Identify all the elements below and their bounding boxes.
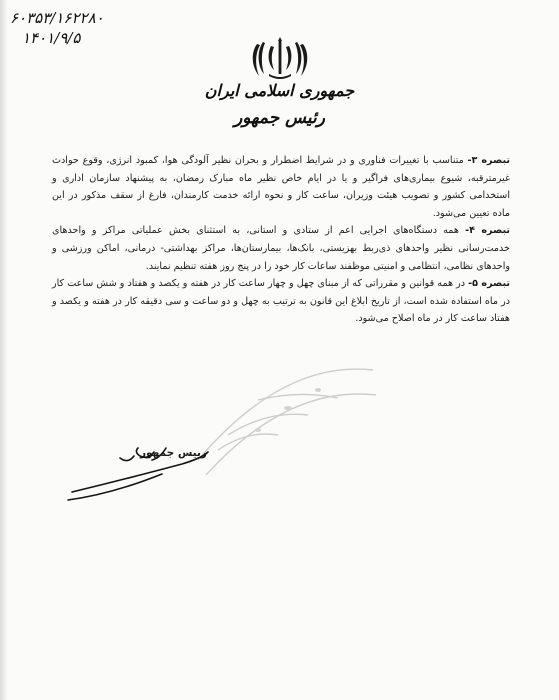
country-title: جمهوری اسلامی ایران (204, 81, 355, 100)
office-title: رئیس جمهور (234, 108, 325, 128)
clause-label: تبصره ۳- (467, 155, 510, 166)
reference-date: ۱۴۰۱/۹/۵ (22, 29, 81, 47)
clause-4 (52, 222, 510, 275)
handwritten-signature (62, 430, 212, 510)
clause-text: همه دستگاه‌های اجرایی اعم از ستادی و استانی، به استثنای بخش عملیاتی مراکز و واحدهای خدمت‌رسانی نظیر واحدهای ذی‌ربط بهزیستی، بانک‌ها، بیمارستان‌ها، مراکز بهداشتی- درمانی، اماکن ورزشی و واحدهای نظامی، انتظامی و امنیتی موظفند ساعات کار خود را در پنج روز هفته تنظیم نمایند. (52, 225, 510, 272)
document-body (52, 152, 510, 328)
reference-number: ۶۰۳۵۳/۱۶۲۲۸۰ (10, 9, 104, 27)
page-shadow-edge (0, 0, 8, 700)
iran-emblem-icon (251, 36, 309, 80)
clause-3 (52, 152, 510, 222)
clause-text: متناسب با تغییرات فناوری و در شرایط اضطرار و بحران نظیر آلودگی هوا، کمبود انرژی، وقوع حوادث غیرمترقبه، شیوع بیماری‌های فراگیر و یا در ایام خاص نظیر ماه مبارک رمضان، به پیشنهاد سازمان اداری و استخدامی کشور و تصویب هیئت وزیران، ساعت کار و نحوه ارائه خدمت کارمندان، فارغ از سقف مذکور در این ماده تعیین می‌شود. (52, 155, 510, 219)
signature-label: رییس جمهور (140, 447, 207, 459)
clause-label: تبصره ۵- (468, 278, 511, 290)
clause-text: در همه قوانین و مقرراتی که از مبنای چهل و چهار ساعت کار در هفته و یکصد و هفتاد و شش ساعت کار در ماه استفاده شده است، از تاریخ ابلاغ این قانون به ترتیب به چهل و دو ساعت و سی دقیقه کار در هفته و یکصد و هفتاد ساعت کار در ماه اصلاح می‌شود. (52, 278, 510, 325)
reference-block (10, 8, 104, 48)
clause-label: تبصره ۴- (465, 225, 510, 237)
presidential-seal (188, 340, 378, 490)
clause-5 (52, 275, 510, 328)
